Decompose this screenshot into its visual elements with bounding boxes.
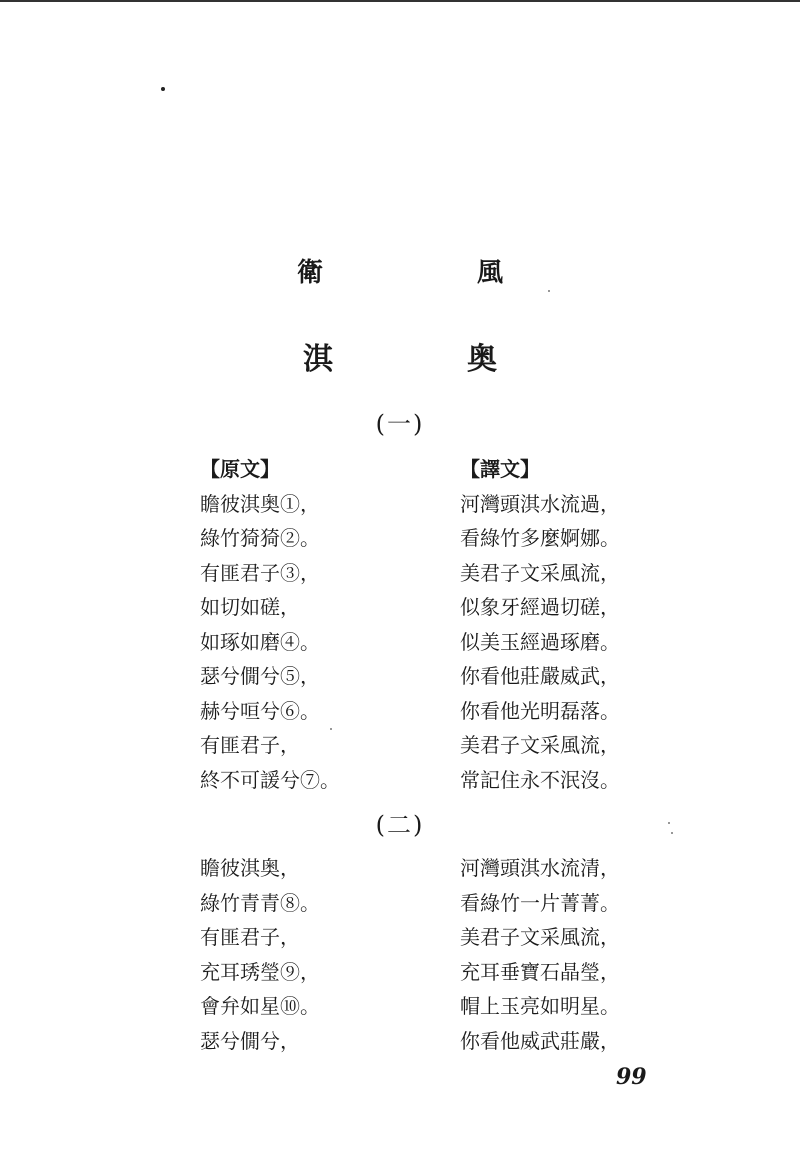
original-text-column-1 bbox=[200, 452, 340, 797]
translation-line: 你看他威武莊嚴， bbox=[460, 1028, 620, 1053]
translation-line: 似美玉經過琢磨。 bbox=[460, 629, 620, 654]
translation-line: 充耳垂寶石晶瑩， bbox=[460, 959, 620, 984]
original-line: 有匪君子， bbox=[200, 733, 300, 757]
translation-line: 看綠竹多麼婀娜。 bbox=[460, 526, 620, 550]
scan-speck bbox=[161, 87, 165, 91]
page-number: 99 bbox=[616, 1064, 647, 1090]
translation-line: 美君子文采風流， bbox=[460, 560, 620, 585]
translation-line: 美君子文采風流， bbox=[460, 733, 620, 757]
translation-column-2 bbox=[460, 851, 620, 1058]
section-heading-1: (一) bbox=[375, 410, 425, 438]
original-line: 有匪君子， bbox=[200, 925, 300, 949]
translation-line: 美君子文采風流， bbox=[460, 925, 620, 949]
scan-speck bbox=[548, 290, 550, 292]
original-line: 赫兮咺兮⑥。 bbox=[200, 698, 320, 723]
translation-line: 常記住永不泯沒。 bbox=[460, 767, 620, 792]
original-text-header: 【原文】 bbox=[200, 457, 280, 481]
translation-line: 你看他莊嚴威武， bbox=[460, 664, 620, 688]
translation-column-1 bbox=[460, 452, 620, 797]
original-line: 有匪君子③， bbox=[200, 560, 320, 585]
translation-line: 河灣頭淇水流過， bbox=[460, 491, 620, 516]
original-line: 如琢如磨④。 bbox=[200, 629, 320, 654]
poem-title: 淇 奥 bbox=[303, 342, 549, 377]
translation-line: 帽上玉亮如明星。 bbox=[460, 994, 620, 1018]
original-line: 瑟兮僩兮⑤， bbox=[200, 664, 320, 688]
translation-line: 你看他光明磊落。 bbox=[460, 698, 620, 723]
original-line: 如切如磋， bbox=[200, 595, 300, 619]
section-heading-2: (二) bbox=[375, 811, 425, 839]
original-line: 綠竹猗猗②。 bbox=[200, 526, 320, 550]
chapter-title: 衛 風 bbox=[296, 258, 567, 288]
translation-header: 【譯文】 bbox=[460, 457, 540, 481]
original-line: 綠竹青青⑧。 bbox=[200, 890, 320, 915]
original-text-column-2 bbox=[200, 851, 320, 1058]
original-line: 瞻彼淇奥， bbox=[200, 856, 300, 880]
translation-line: 河灣頭淇水流清， bbox=[460, 856, 620, 880]
original-line: 瑟兮僩兮， bbox=[200, 1028, 300, 1053]
original-line: 瞻彼淇奥①， bbox=[200, 491, 320, 516]
translation-line: 似象牙經過切磋， bbox=[460, 595, 620, 619]
original-line: 會弁如星⑩。 bbox=[200, 994, 320, 1018]
original-line: 終不可諼兮⑦。 bbox=[200, 767, 340, 792]
top-border-rule bbox=[0, 0, 800, 2]
translation-line: 看綠竹一片菁菁。 bbox=[460, 890, 620, 915]
original-line: 充耳琇瑩⑨， bbox=[200, 959, 320, 984]
